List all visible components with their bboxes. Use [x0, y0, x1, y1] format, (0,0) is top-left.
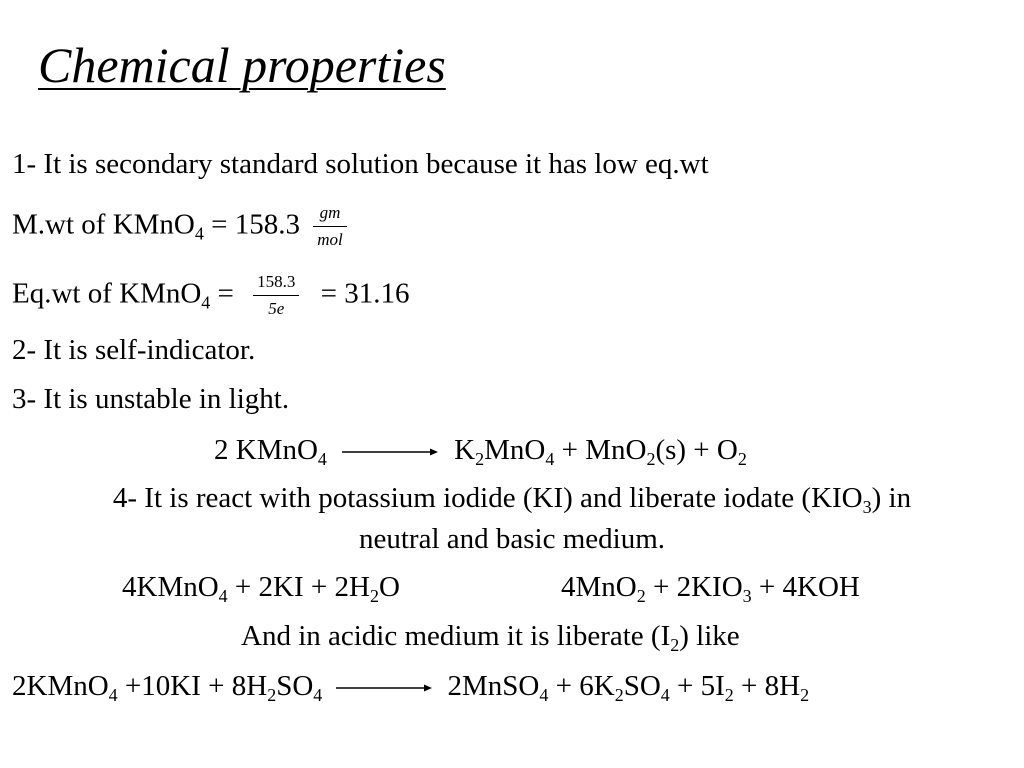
- r3-d: 2MnSO: [447, 670, 540, 702]
- r1-reactant-sub: 4: [317, 449, 327, 469]
- mwt-unit-num: gm: [319, 203, 341, 222]
- mwt-label: M.wt of KMnO: [12, 208, 195, 241]
- mwt-value: = 158.3: [203, 208, 300, 241]
- eqwt-sub: 4: [201, 292, 211, 313]
- r3-b: +10KI + 8H: [117, 670, 268, 702]
- acidic-sub: 2: [670, 635, 680, 655]
- r2-a-sub: 4: [218, 586, 228, 606]
- r3-a: 2KMnO: [12, 670, 109, 702]
- reaction-arrow-icon: [334, 681, 434, 695]
- reaction-acidic: [12, 670, 810, 705]
- r1-p1-sub: 2: [475, 449, 485, 469]
- r1-p4-sub: 2: [737, 449, 747, 469]
- r3-c: SO: [276, 670, 314, 702]
- r3-b-sub: 2: [267, 685, 277, 705]
- r2-d: 4MnO: [561, 571, 637, 603]
- property-4-line-a: [0, 482, 1024, 517]
- r2-f: + 4KOH: [751, 571, 860, 603]
- r1-reactant: 2 KMnO: [214, 434, 318, 466]
- r2-b: + 2KI + 2H: [227, 571, 370, 603]
- r3-g: + 5I: [669, 670, 725, 702]
- eqwt-result: = 31.16: [320, 277, 410, 310]
- acidic-text: And in acidic medium it is liberate (I: [241, 620, 671, 652]
- r3-h-sub: 2: [800, 685, 810, 705]
- r3-g-sub: 2: [724, 685, 734, 705]
- property-3: 3- It is unstable in light.: [12, 383, 290, 415]
- r1-p2: MnO: [484, 434, 546, 466]
- r3-h: + 8H: [733, 670, 801, 702]
- acidic-medium-line: [241, 620, 740, 655]
- mwt-sub: 4: [194, 223, 204, 244]
- r3-f: SO: [623, 670, 661, 702]
- r2-d-sub: 2: [636, 586, 646, 606]
- property-1: 1- It is secondary standard solution because it has low eq.wt: [12, 148, 709, 180]
- r1-p3-sub: 2: [646, 449, 656, 469]
- property-4-line-b: neutral and basic medium.: [358, 523, 665, 555]
- reaction-basic-products: [561, 571, 860, 606]
- r3-d-sub: 4: [539, 685, 549, 705]
- mwt-unit-fraction: [313, 203, 347, 251]
- eqwt-fraction: [253, 272, 299, 320]
- r3-a-sub: 4: [108, 685, 118, 705]
- eqwt-num: 158.3: [253, 272, 299, 296]
- p4a-end: ) in: [871, 482, 912, 514]
- mwt-unit-den: mol: [317, 230, 343, 250]
- r3-f-sub: 4: [660, 685, 670, 705]
- property-2: 2- It is self-indicator.: [12, 334, 256, 366]
- eqwt-den: 5e: [268, 299, 285, 319]
- eqwt-eq: =: [210, 277, 234, 310]
- r2-a: 4KMnO: [122, 571, 219, 603]
- p4a-text: 4- It is react with potassium iodide (KI) and liberate iodate (KIO: [112, 482, 863, 514]
- r1-p4: (s) + O: [655, 434, 738, 466]
- molecular-weight-line: [12, 203, 353, 251]
- r2-e-sub: 3: [742, 586, 752, 606]
- acidic-end: ) like: [679, 620, 740, 652]
- equivalent-weight-line: [12, 272, 410, 320]
- r2-c: O: [378, 571, 400, 603]
- r1-p2-sub: 4: [545, 449, 555, 469]
- r1-p3: + MnO: [554, 434, 647, 466]
- r3-e-sub: 2: [614, 685, 624, 705]
- reaction-arrow-icon: [340, 445, 440, 459]
- slide-title: Chemical properties: [38, 37, 446, 93]
- eqwt-label: Eq.wt of KMnO: [12, 277, 202, 310]
- reaction-light: [214, 434, 747, 469]
- r2-e: + 2KIO: [645, 571, 743, 603]
- reaction-basic: [122, 571, 400, 606]
- r2-b-sub: 2: [369, 586, 379, 606]
- r3-c-sub: 4: [313, 685, 323, 705]
- r3-e: + 6K: [548, 670, 615, 702]
- r1-p1: K: [454, 434, 476, 466]
- p4a-sub: 3: [862, 497, 872, 517]
